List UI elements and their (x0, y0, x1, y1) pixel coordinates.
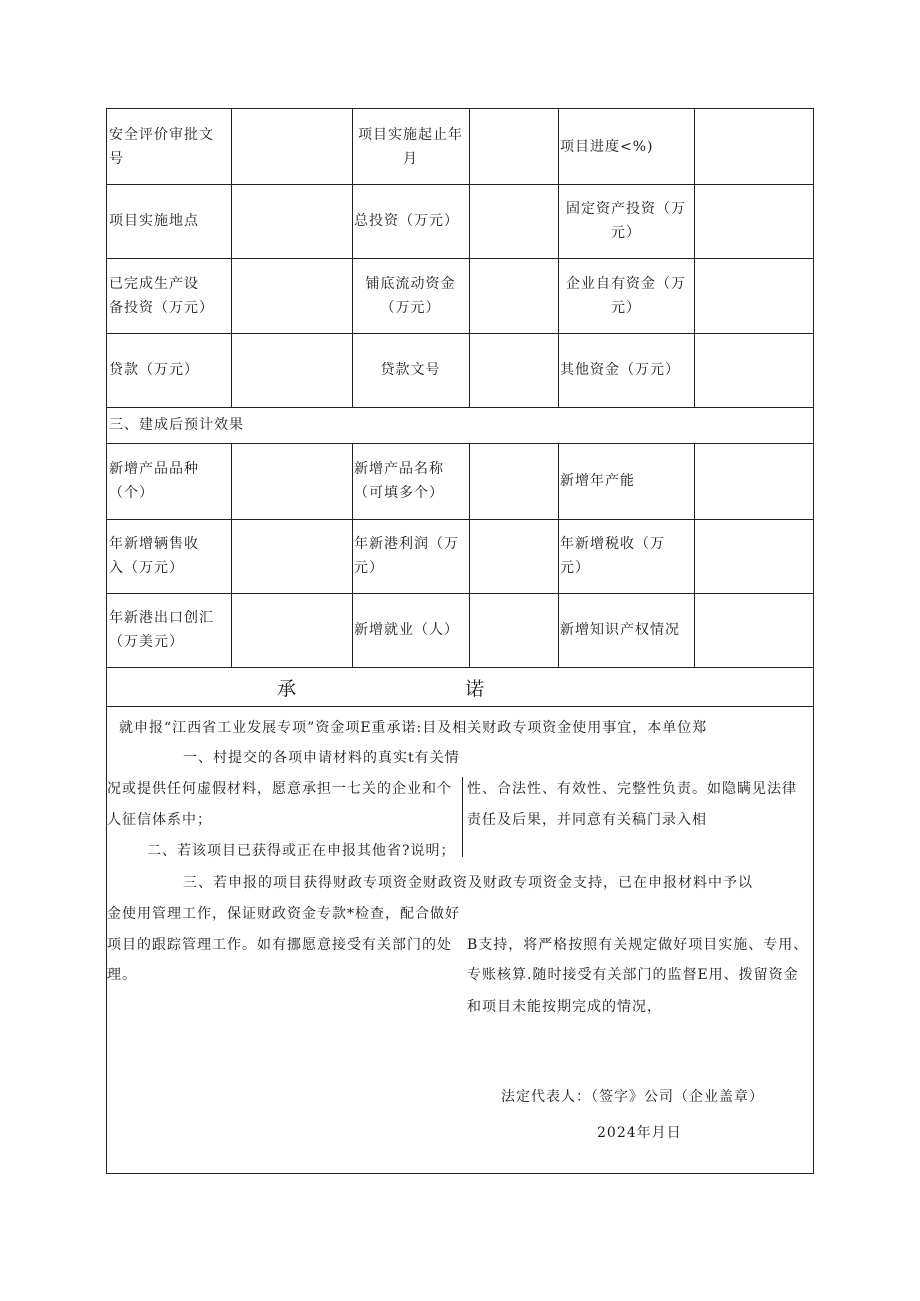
column-divider (469, 443, 470, 667)
commitment-line: 就申报“江西省工业发展专项”资金项E重承诺:目及相关财政专项资金使用事宜，本单位郑 (119, 720, 708, 736)
label-project-period: 项目实施起止年 月 (358, 126, 463, 167)
label-other-funds: 其他资金（万元） (560, 362, 680, 378)
label-new-tax-revenue: 年新增税收（万 元） (560, 536, 665, 576)
column-divider (231, 443, 232, 667)
label-loan-document-no: 贷款文号 (380, 362, 441, 378)
label-safety-approval-no: 安全评价审批文 号 (109, 126, 214, 167)
commitment-title-right: 诺 (465, 678, 487, 700)
commitment-line: 责任及后果，并同意有关稿门录入相 (467, 812, 707, 828)
commitment-line: 人征信体系中； (107, 812, 212, 828)
label-new-ip-status: 新增知识产权情况 (560, 622, 680, 638)
label-new-sales-revenue: 年新增辆售收 入（万元） (109, 536, 199, 576)
label-working-capital: 铺底流动资金 （万元） (365, 275, 456, 316)
commitment-line: 项目的跟踪管理工作。如有挪愿意接受有关部门的处 (107, 937, 452, 953)
label-new-export-earnings: 年新港出口创汇 （万美元） (109, 610, 214, 650)
label-new-product-varieties: 新增产品品种 （个） (109, 461, 199, 501)
commitment-title-left: 承 (277, 678, 299, 700)
commitment-line: 理。 (107, 967, 137, 983)
label-new-profit: 年新港利润（万 元） (354, 536, 459, 576)
commitment-column-divider (462, 777, 463, 857)
label-new-employment: 新增就业（人） (354, 622, 459, 638)
row-divider (107, 667, 813, 668)
commitment-line: 和项目未能按期完成的情况， (467, 999, 662, 1015)
label-new-annual-capacity: 新增年产能 (560, 473, 635, 489)
commitment-line: 况或提供任何虚假材料，愿意承担一七关的企业和个 (107, 781, 452, 797)
application-form-table (106, 108, 814, 1174)
commitment-line: 性、合法性、有效性、完整性负责。如隐瞒见法律 (467, 781, 797, 797)
commitment-line: 专账核算.随时接受有关部门的监督E用、拨留资金 (467, 967, 799, 983)
commitment-line: 二、若该项目已获得或正在申报其他省?说明； (147, 843, 456, 859)
column-divider (231, 109, 232, 407)
commitment-line: 一、村提交的各项申请材料的真实t有关情 (183, 750, 460, 766)
label-self-owned-funds: 企业自有资金（万 元） (566, 275, 686, 316)
date-line: 2024年月日 (597, 1125, 682, 1141)
label-completed-equipment-investment: 已完成生产设 备投资（万元） (109, 275, 214, 316)
label-project-progress: 项目进度<%) (560, 138, 654, 155)
column-divider (469, 109, 470, 407)
signature-line: 法定代表人：（签字》公司（企业盖章） (501, 1089, 764, 1105)
label-loan: 贷款（万元） (109, 362, 199, 378)
column-divider (694, 109, 695, 407)
commitment-line: 金使用管理工作，保证财政资金专款*检查，配合做好 (107, 906, 460, 922)
label-fixed-asset-investment: 固定资产投资（万 元） (566, 201, 686, 241)
row-divider (107, 706, 813, 707)
label-project-location: 项目实施地点 (109, 213, 199, 229)
section-heading-expected-results: 三、建成后预计效果 (109, 417, 244, 433)
label-total-investment: 总投资（万元） (354, 213, 459, 229)
commitment-line: 三、若申报的项目获得财政专项资金财政资及财政专项资金支持，已在申报材料中予以 (183, 875, 753, 891)
label-new-product-names: 新增产品名称 （可填多个） (354, 461, 444, 501)
column-divider (694, 443, 695, 667)
commitment-line: B支持，将严格按照有关规定做好项目实施、专用、 (467, 937, 809, 953)
